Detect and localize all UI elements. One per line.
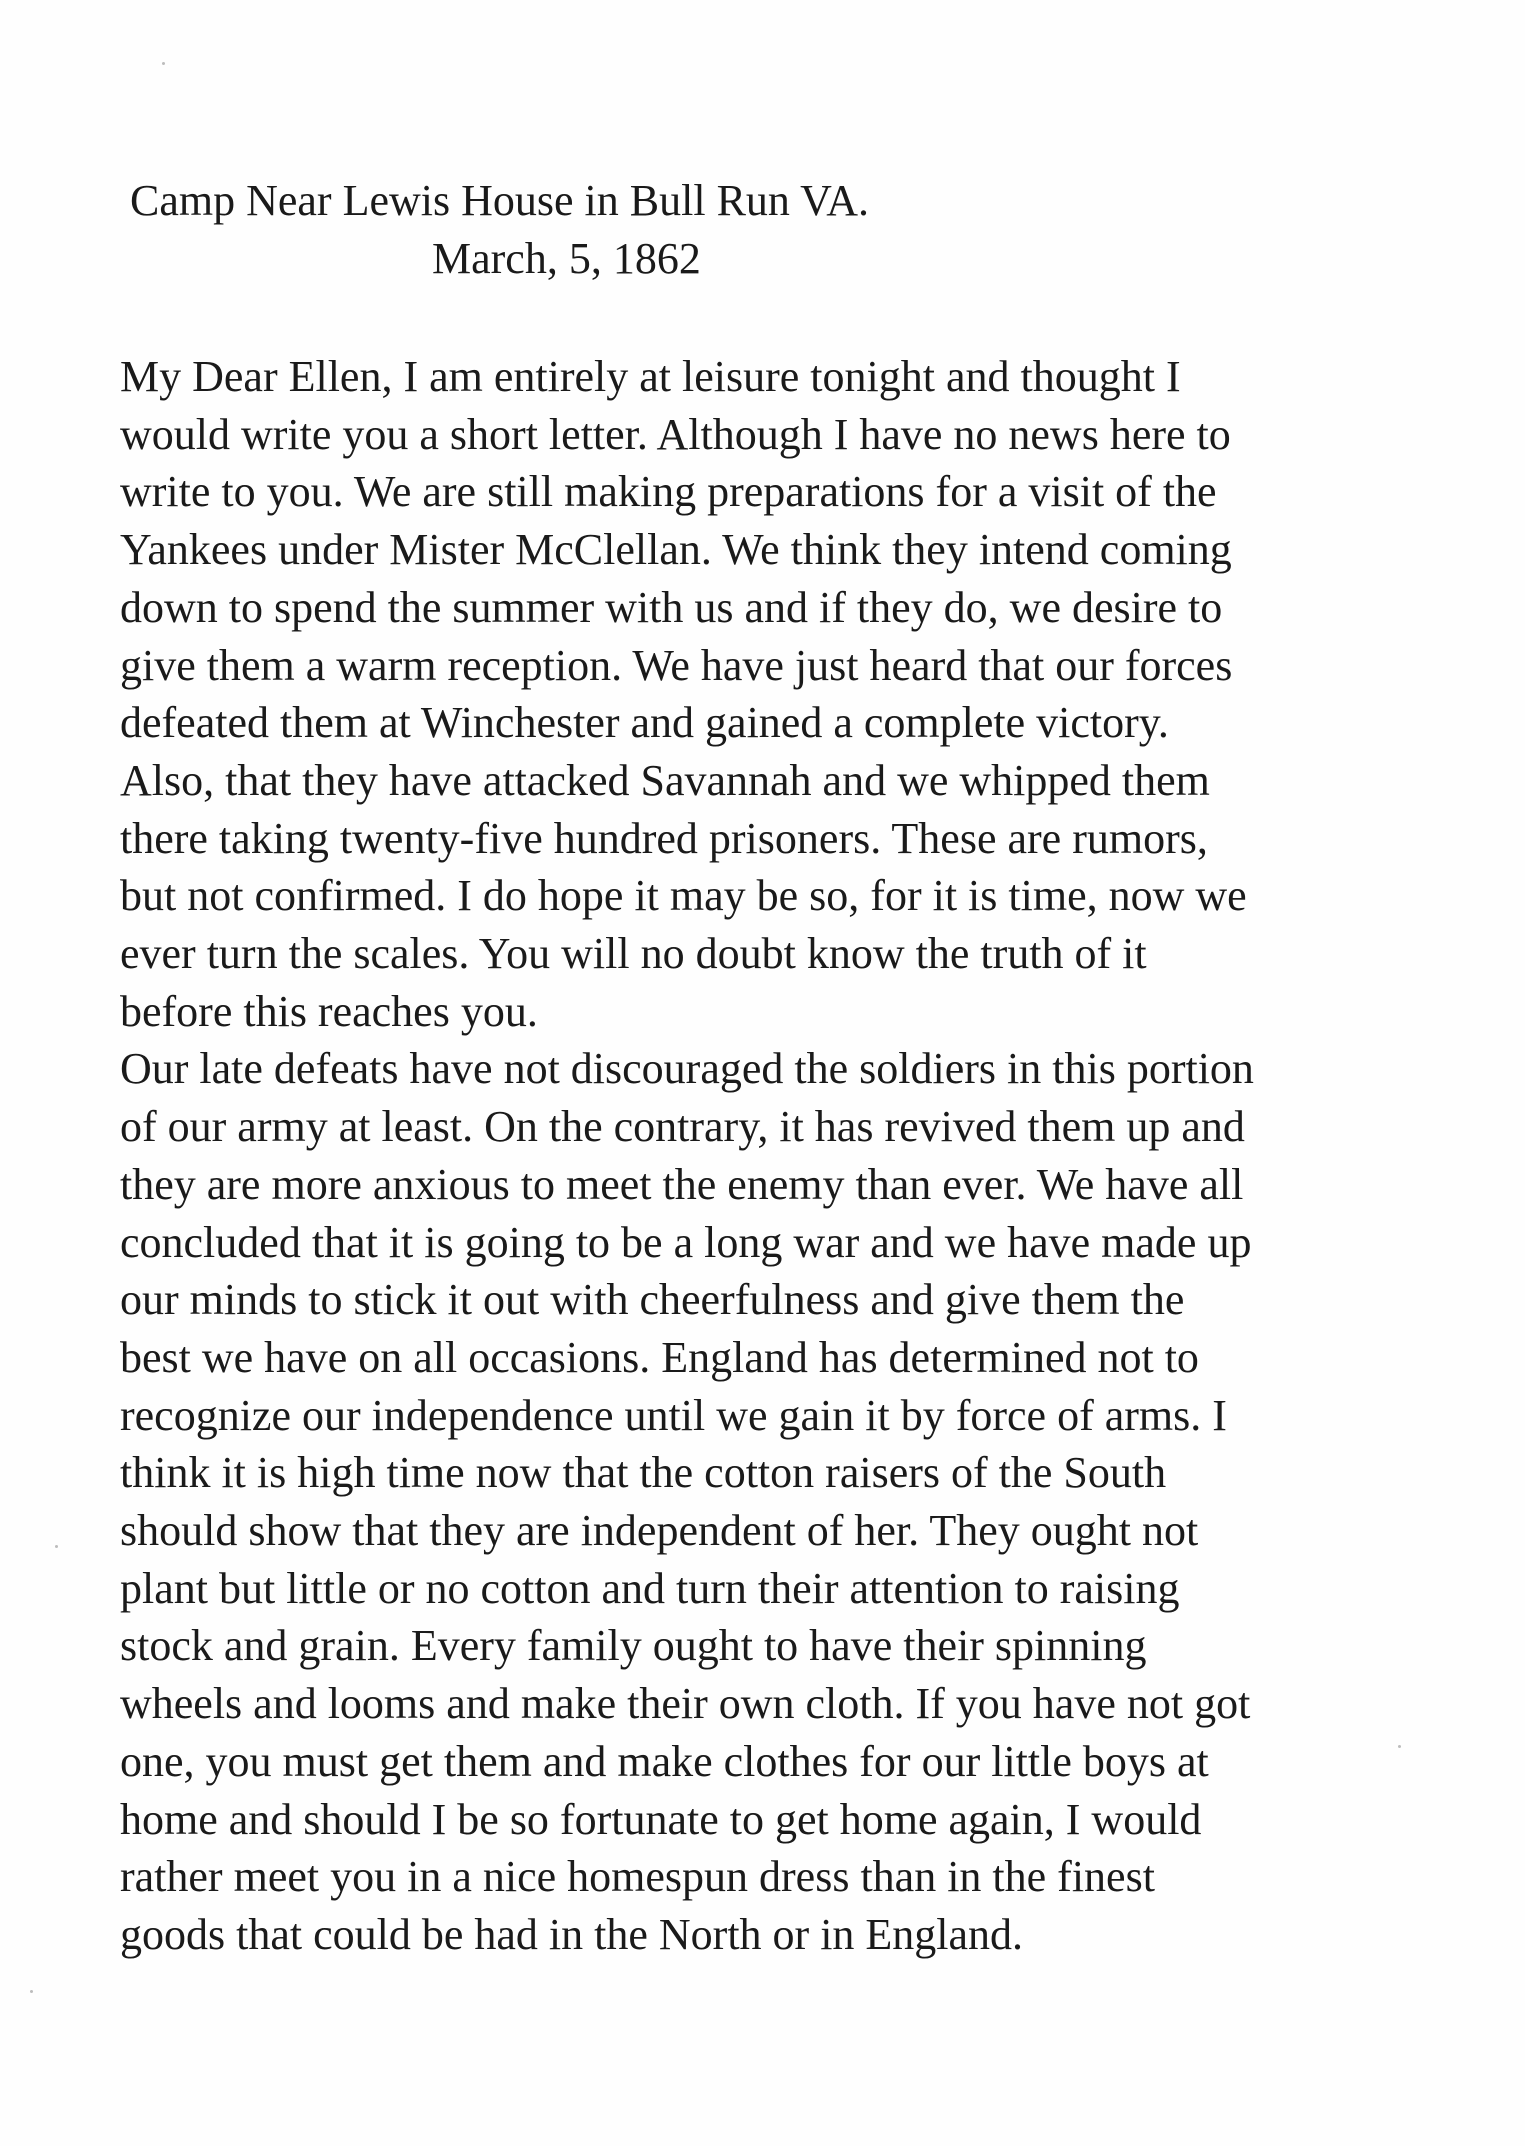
letter-line: of our army at least. On the contrary, it has revived them up and xyxy=(120,1102,1245,1152)
heading-date: March, 5, 1862 xyxy=(432,234,701,283)
letter-line: recognize our independence until we gain it by force of arms. I xyxy=(120,1390,1227,1440)
letter-line: down to spend the summer with us and if they do, we desire to xyxy=(120,582,1223,632)
letter-line: before this reaches you. xyxy=(120,986,538,1036)
letter-line: Our late defeats have not discouraged the soldiers in this portion xyxy=(120,1044,1254,1094)
letter-line: wheels and looms and make their own cloth. If you have not got xyxy=(120,1679,1251,1729)
scan-speck xyxy=(162,62,165,65)
letter-line: ever turn the scales. You will no doubt know the truth of it xyxy=(120,929,1147,979)
letter-line: concluded that it is going to be a long war and we have made up xyxy=(120,1217,1252,1267)
heading-place: Camp Near Lewis House in Bull Run VA. xyxy=(130,176,869,225)
letter-line: goods that could be had in the North or in England. xyxy=(120,1909,1024,1959)
letter-line: give them a warm reception. We have just heard that our forces xyxy=(120,640,1233,690)
letter-line: stock and grain. Every family ought to have their spinning xyxy=(120,1621,1147,1671)
letter-line: Also, that they have attacked Savannah and we whipped them xyxy=(120,755,1210,805)
letter-line: should show that they are independent of her. They ought not xyxy=(120,1506,1199,1556)
letter-line: think it is high time now that the cotton raisers of the South xyxy=(120,1448,1167,1498)
letter-line: one, you must get them and make clothes for our little boys at xyxy=(120,1736,1209,1786)
letter-line: My Dear Ellen, I am entirely at leisure tonight and thought I xyxy=(120,352,1181,401)
letter-line: there taking twenty-five hundred prisoners. These are rumors, xyxy=(120,813,1208,863)
letter-line: home and should I be so fortunate to get home again, I would xyxy=(120,1794,1202,1844)
letter-line: our minds to stick it out with cheerfulness and give them the xyxy=(120,1275,1185,1325)
letter-heading xyxy=(130,172,869,288)
letter-line: but not confirmed. I do hope it may be so, for it is time, now we xyxy=(120,871,1247,921)
letter-line: Yankees under Mister McClellan. We think they intend coming xyxy=(120,525,1232,575)
letter-line: defeated them at Winchester and gained a complete victory. xyxy=(120,698,1169,748)
letter-line: write to you. We are still making preparations for a visit of the xyxy=(120,467,1217,517)
scan-speck xyxy=(1398,1745,1401,1748)
letter-line: would write you a short letter. Although I have no news here to xyxy=(120,409,1231,459)
scan-speck xyxy=(30,1990,33,1993)
scan-speck xyxy=(55,1545,58,1548)
letter-line: they are more anxious to meet the enemy than ever. We have all xyxy=(120,1159,1244,1209)
letter-line: best we have on all occasions. England has determined not to xyxy=(120,1332,1199,1382)
letter-body xyxy=(120,348,1420,1964)
letter-line: plant but little or no cotton and turn their attention to raising xyxy=(120,1563,1180,1613)
letter-line: rather meet you in a nice homespun dress than in the finest xyxy=(120,1852,1155,1902)
